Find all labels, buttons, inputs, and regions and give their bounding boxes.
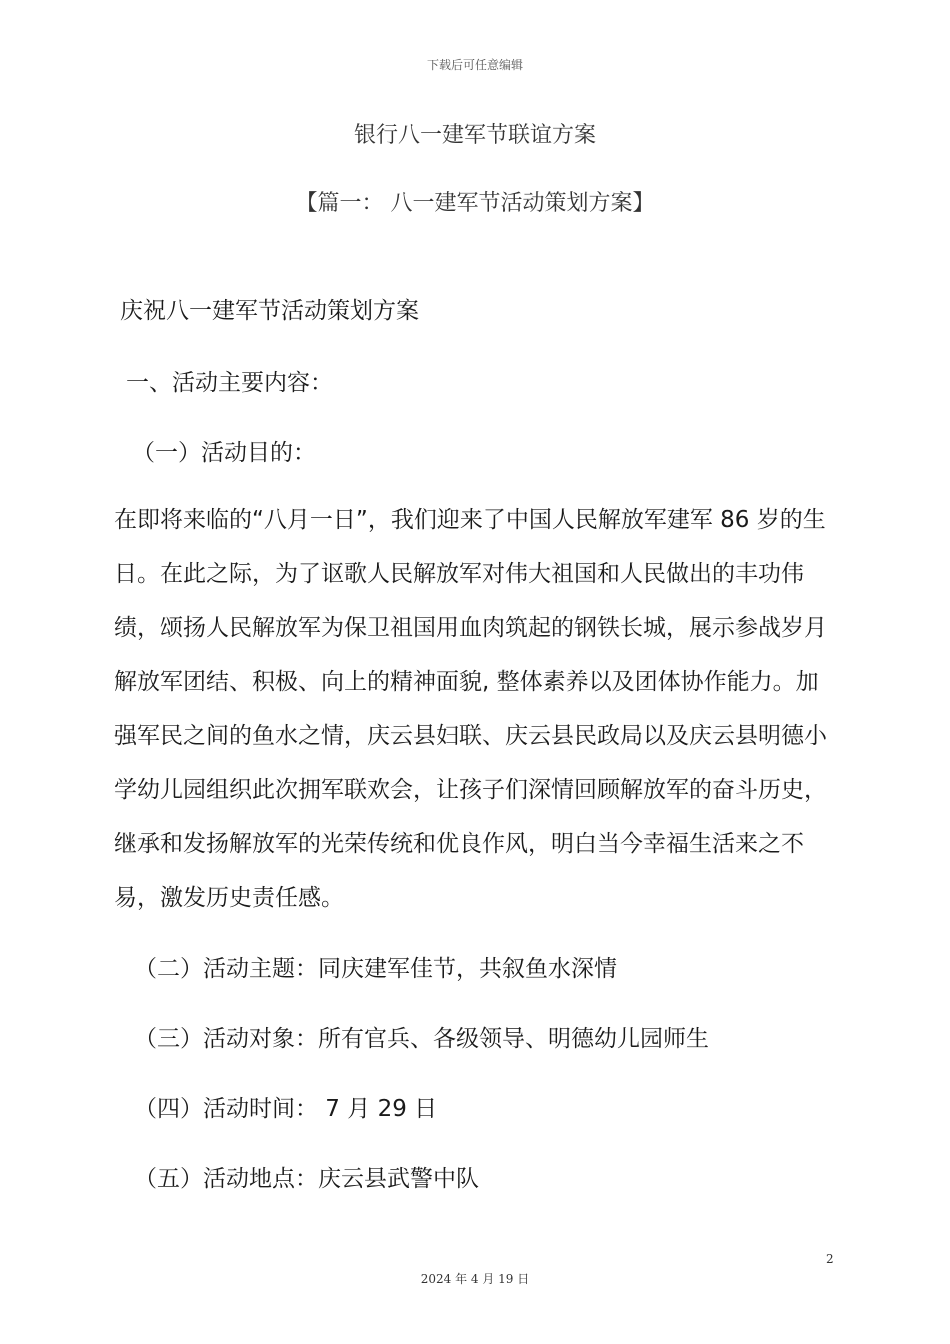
list-item-theme: （二）活动主题：同庆建军佳节，共叙鱼水深情 (134, 956, 617, 982)
footer-date: 2024 年 4 月 19 日 (420, 1272, 530, 1286)
section-heading: 一、活动主要内容： (126, 370, 333, 396)
list-item-location: （五）活动地点：庆云县武警中队 (134, 1166, 479, 1192)
plan-heading: 庆祝八一建军节活动策划方案 (120, 298, 419, 324)
paragraph-line: 解放军团结、积极、向上的精神面貌, 整体素养以及团体协作能力。加 (114, 669, 819, 695)
purpose-paragraph (114, 500, 844, 932)
paragraph-line: 学幼儿园组织此次拥军联欢会，让孩子们深情回顾解放军的奋斗历史， (114, 777, 827, 803)
header-note: 下载后可任意编辑 (426, 58, 523, 72)
document-title: 银行八一建军节联谊方案 (353, 123, 596, 148)
list-item-audience: （三）活动对象：所有官兵、各级领导、明德幼儿园师生 (134, 1026, 709, 1052)
subsection-heading: （一）活动目的： (132, 440, 316, 466)
page-number: 2 (826, 1252, 834, 1266)
paragraph-line: 易，激发历史责任感。 (114, 885, 344, 911)
document-subtitle: 【篇一： 八一建军节活动策划方案】 (295, 191, 655, 216)
paragraph-line: 绩，颂扬人民解放军为保卫祖国用血肉筑起的钢铁长城，展示参战岁月 (114, 615, 827, 641)
paragraph-line: 继承和发扬解放军的光荣传统和优良作风，明白当今幸福生活来之不 (114, 831, 804, 857)
list-item-time: （四）活动时间： 7 月 29 日 (134, 1096, 438, 1122)
paragraph-line: 在即将来临的“八月一日”，我们迎来了中国人民解放军建军 86 岁的生 (114, 507, 826, 533)
paragraph-line: 强军民之间的鱼水之情，庆云县妇联、庆云县民政局以及庆云县明德小 (114, 723, 827, 749)
paragraph-line: 日。在此之际，为了讴歌人民解放军对伟大祖国和人民做出的丰功伟 (114, 561, 804, 587)
